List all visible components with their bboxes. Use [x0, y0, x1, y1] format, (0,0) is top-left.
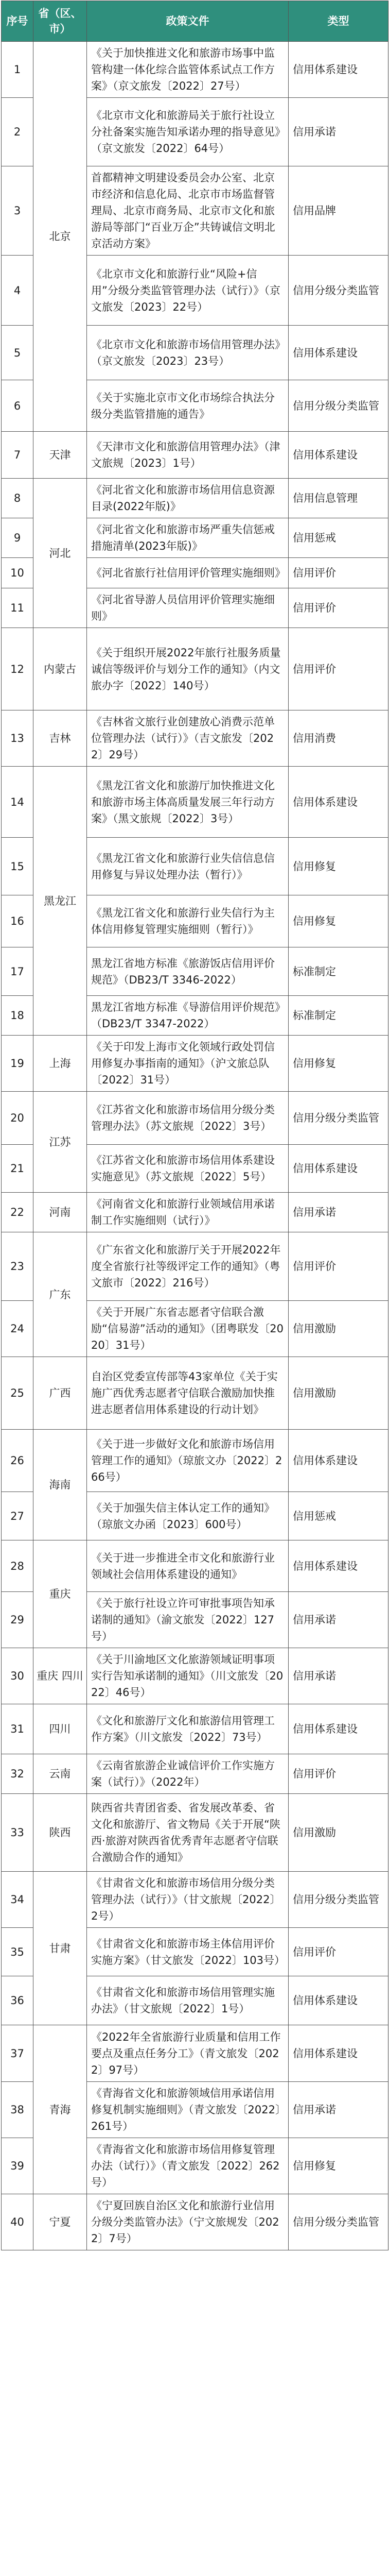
province-cell: 海南: [33, 1430, 87, 1540]
policy-document-cell: 《关于实施北京市文化市场综合执法分级分类监管措施的通告》: [87, 380, 289, 432]
province-cell: 北京: [33, 42, 87, 432]
policy-type-cell: 信用体系建设: [289, 1976, 388, 2025]
province-cell: 陕西: [33, 1794, 87, 1872]
policy-document-cell: 《关于旅行社设立许可审批事项告知承诺制的通知》（渝文旅发〔2022〕127号）: [87, 1592, 289, 1648]
row-number: 31: [2, 1704, 33, 1754]
row-number: 12: [2, 628, 33, 710]
row-number: 30: [2, 1648, 33, 1704]
policy-type-cell: 信用体系建设: [289, 1145, 388, 1193]
row-number: 22: [2, 1193, 33, 1232]
policy-document-cell: 首都精神文明建设委员会办公室、北京市经济和信息化局、北京市市场监督管理局、北京市商务局、北京市文化和旅游局等部门“百业万企”共铸诚信文明北京活动方案》: [87, 166, 289, 256]
row-number: 29: [2, 1592, 33, 1648]
header-policy: 政策文件: [87, 1, 289, 42]
policy-type-cell: 信用评价: [289, 628, 388, 710]
policy-document-cell: 《关于进一步推进全市文化和旅游行业领域社会信用体系建设的通知》: [87, 1540, 289, 1592]
table-header-row: [2, 1, 388, 42]
policy-type-cell: 信用修复: [289, 2138, 388, 2194]
policy-document-cell: 《吉林省文旅行业创建放心消费示范单位管理办法（试行）》（吉文旅发〔2022〕29号）: [87, 710, 289, 767]
row-number: 40: [2, 2194, 33, 2250]
policy-type-cell: 标准制定: [289, 947, 388, 996]
policy-type-cell: 信用承诺: [289, 1193, 388, 1232]
row-number: 18: [2, 996, 33, 1036]
row-number: 37: [2, 2025, 33, 2082]
policy-document-cell: 《文化和旅游厅文化和旅游信用管理工作方案》（川文旅发〔2022〕73号）: [87, 1704, 289, 1754]
row-number: 28: [2, 1540, 33, 1592]
policy-type-cell: 信用分级分类监管: [289, 1872, 388, 1928]
policy-document-cell: 《关于进一步做好文化和旅游市场信用管理工作的通知》（琼旅文办〔2022〕266号）: [87, 1430, 289, 1492]
policy-document-cell: 《黑龙江省文化和旅游行业失信信息信用修复与异议处理办法（暂行）》: [87, 838, 289, 895]
policy-type-cell: 信用激励: [289, 1794, 388, 1872]
province-cell: 青海: [33, 2025, 87, 2194]
table-row: [2, 1872, 388, 1928]
table-row: [2, 1754, 388, 1794]
policy-type-cell: 标准制定: [289, 996, 388, 1036]
row-number: 1: [2, 42, 33, 98]
table-row: [2, 479, 388, 518]
row-number: 20: [2, 1092, 33, 1145]
policy-type-cell: 信用分级分类监管: [289, 380, 388, 432]
row-number: 5: [2, 326, 33, 380]
province-cell: 广东: [33, 1232, 87, 1357]
policy-type-cell: 信用分级分类监管: [289, 256, 388, 326]
policy-type-cell: 信用体系建设: [289, 1430, 388, 1492]
policy-type-cell: 信用体系建设: [289, 1540, 388, 1592]
policy-document-cell: 《河北省导游人员信用评价管理实施细则》: [87, 588, 289, 628]
policy-document-cell: 《江苏省文化和旅游市场信用体系建设实施意见》（苏文旅规〔2022〕5号）: [87, 1145, 289, 1193]
header-type: 类型: [289, 1, 388, 42]
province-cell: 天津: [33, 432, 87, 479]
table-row: [2, 1794, 388, 1872]
province-cell: 广西: [33, 1357, 87, 1430]
policy-document-cell: 《河南省文化和旅游行业领域信用承诺制工作实施细则（试行）》: [87, 1193, 289, 1232]
row-number: 38: [2, 2082, 33, 2138]
policy-document-cell: 自治区党委宣传部等43家单位《关于实施广西优秀志愿者守信联合激励加快推进志愿者信用体系建设的行动计划》: [87, 1357, 289, 1430]
row-number: 7: [2, 432, 33, 479]
row-number: 9: [2, 518, 33, 558]
row-number: 10: [2, 558, 33, 588]
policy-document-cell: 《河北省文化和旅游市场信用信息资源目录(2022年版)》: [87, 479, 289, 518]
row-number: 21: [2, 1145, 33, 1193]
policy-document-cell: 《甘肃省文化和旅游市场信用管理实施办法》（甘文旅规〔2022〕1号）: [87, 1976, 289, 2025]
policy-document-cell: 《青海省文化和旅游领域信用承诺信用修复机制实施细则》（青文旅发〔2022〕261号）: [87, 2082, 289, 2138]
policy-type-cell: 信用承诺: [289, 98, 388, 166]
policy-document-cell: 《河北省旅行社信用评价管理实施细则》: [87, 558, 289, 588]
table-row: [2, 767, 388, 838]
policy-type-cell: 信用惩戒: [289, 1492, 388, 1540]
row-number: 35: [2, 1928, 33, 1976]
policy-document-cell: 《宁夏回族自治区文化和旅游行业信用分级分类监管办法》（宁文旅规发〔2022〕7号）: [87, 2194, 289, 2250]
policy-type-cell: 信用体系建设: [289, 1704, 388, 1754]
header-no: 序号: [2, 1, 33, 42]
policy-type-cell: 信用体系建设: [289, 767, 388, 838]
province-cell: 重庆: [33, 1540, 87, 1648]
policy-type-cell: 信用评价: [289, 588, 388, 628]
province-cell: 宁夏: [33, 2194, 87, 2250]
row-number: 34: [2, 1872, 33, 1928]
row-number: 11: [2, 588, 33, 628]
province-cell: 河南: [33, 1193, 87, 1232]
policy-document-cell: 《北京市文化和旅游市场信用管理办法》（京文旅发〔2023〕23号）: [87, 326, 289, 380]
row-number: 2: [2, 98, 33, 166]
row-number: 14: [2, 767, 33, 838]
province-cell: 江苏: [33, 1092, 87, 1193]
policy-document-cell: 《天津市文化和旅游信用管理办法》（津文旅规〔2023〕1号）: [87, 432, 289, 479]
policy-type-cell: 信用承诺: [289, 1592, 388, 1648]
row-number: 3: [2, 166, 33, 256]
province-cell: 吉林: [33, 710, 87, 767]
policy-document-cell: 《云南省旅游企业诚信评价工作实施方案（试行）》（2022年）: [87, 1754, 289, 1794]
header-province: 省（区、市）: [33, 1, 87, 42]
table-row: [2, 432, 388, 479]
province-cell: 四川: [33, 1704, 87, 1754]
row-number: 39: [2, 2138, 33, 2194]
table-body: [2, 42, 388, 2250]
table-row: [2, 710, 388, 767]
row-number: 16: [2, 895, 33, 947]
province-cell: 上海: [33, 1036, 87, 1092]
policy-document-cell: 《河北省文化和旅游市场严重失信惩戒措施清单(2023年版)》: [87, 518, 289, 558]
policy-type-cell: 信用承诺: [289, 1648, 388, 1704]
row-number: 33: [2, 1794, 33, 1872]
policy-type-cell: 信用体系建设: [289, 326, 388, 380]
table-row: [2, 1430, 388, 1492]
province-cell: 甘肃: [33, 1872, 87, 2025]
policy-document-cell: 《黑龙江省文化和旅游厅加快推进文化和旅游市场主体高质量发展三年行动方案》（黑文旅规〔2022〕3号）: [87, 767, 289, 838]
table-row: [2, 2194, 388, 2250]
policy-document-cell: 黑龙江省地方标准《旅游饭店信用评价规范》（DB23/T 3346-2022）: [87, 947, 289, 996]
row-number: 25: [2, 1357, 33, 1430]
policy-type-cell: 信用评价: [289, 558, 388, 588]
province-cell: 云南: [33, 1754, 87, 1794]
province-cell: 黑龙江: [33, 767, 87, 1036]
table-row: [2, 2025, 388, 2082]
table-row: [2, 628, 388, 710]
policy-type-cell: 信用信息管理: [289, 479, 388, 518]
table-row: [2, 1193, 388, 1232]
table-row: [2, 42, 388, 98]
row-number: 23: [2, 1232, 33, 1301]
policy-document: [0, 1, 389, 2576]
policy-type-cell: 信用激励: [289, 1357, 388, 1430]
policy-document-cell: 陕西省共青团省委、省发展改革委、省文化和旅游厅、省文物局《关于开展“陕西·旅游对陕西省优秀青年志愿者守信联合激励合作的通知》: [87, 1794, 289, 1872]
table-row: [2, 1648, 388, 1704]
policy-document-cell: 《关于开展广东省志愿者守信联合激励“信易游”活动的通知》（团粤联发〔2020〕31号）: [87, 1301, 289, 1357]
row-number: 15: [2, 838, 33, 895]
policy-document-cell: 《关于加强失信主体认定工作的通知》（琼旅文办函〔2023〕600号）: [87, 1492, 289, 1540]
policy-type-cell: 信用分级分类监管: [289, 1092, 388, 1145]
policy-document-cell: 《关于加快推进文化和旅游市场事中监管构建一体化综合监管体系试点工作方案》（京文旅发〔2022〕27号）: [87, 42, 289, 98]
table-row: [2, 1092, 388, 1145]
row-number: 24: [2, 1301, 33, 1357]
table-row: [2, 1704, 388, 1754]
policy-type-cell: 信用修复: [289, 895, 388, 947]
policy-type-cell: 信用评价: [289, 1928, 388, 1976]
row-number: 17: [2, 947, 33, 996]
row-number: 27: [2, 1492, 33, 1540]
policy-type-cell: 信用激励: [289, 1301, 388, 1357]
table-row: [2, 1036, 388, 1092]
row-number: 19: [2, 1036, 33, 1092]
row-number: 32: [2, 1754, 33, 1794]
policy-document-cell: 《青海省文化和旅游市场信用修复管理办法（试行）》（青文旅发〔2022〕262号）: [87, 2138, 289, 2194]
row-number: 6: [2, 380, 33, 432]
policy-type-cell: 信用分级分类监管: [289, 2194, 388, 2250]
table-row: [2, 1357, 388, 1430]
province-cell: 重庆 四川: [33, 1648, 87, 1704]
province-cell: 河北: [33, 479, 87, 628]
policy-document-cell: 《北京市文化和旅游局关于旅行社设立分社备案实施告知承诺办理的指导意见》（京文旅发〔2022〕64号）: [87, 98, 289, 166]
policy-type-cell: 信用惩戒: [289, 518, 388, 558]
province-cell: 内蒙古: [33, 628, 87, 710]
policy-type-cell: 信用评价: [289, 1232, 388, 1301]
policy-type-cell: 信用评价: [289, 1754, 388, 1794]
row-number: 36: [2, 1976, 33, 2025]
policy-document-cell: 《广东省文化和旅游厅关于开展2022年度全省旅行社等级评定工作的通知》（粤文旅市〔2022〕216号）: [87, 1232, 289, 1301]
row-number: 13: [2, 710, 33, 767]
policy-type-cell: 信用体系建设: [289, 2025, 388, 2082]
policy-type-cell: 信用修复: [289, 1036, 388, 1092]
row-number: 4: [2, 256, 33, 326]
policy-document-cell: 《甘肃省文化和旅游市场信用分级分类管理办法（试行）》（甘文旅规〔2022〕2号）: [87, 1872, 289, 1928]
table-row: [2, 1540, 388, 1592]
policy-document-cell: 《甘肃省文化和旅游市场主体信用评价实施方案》（甘文旅发〔2022〕103号）: [87, 1928, 289, 1976]
policy-document-cell: 《北京市文化和旅游行业“风险+信用”分级分类监管管理办法（试行）》（京文旅发〔2023〕22号）: [87, 256, 289, 326]
policy-document-cell: 黑龙江省地方标准《导游信用评价规范》（DB23/T 3347-2022）: [87, 996, 289, 1036]
policy-document-cell: 《关于川渝地区文化旅游领域证明事项实行告知承诺制的通知》（川文旅发〔2022〕46号）: [87, 1648, 289, 1704]
policy-document-cell: 《关于印发上海市文化领域行政处罚信用修复办事指南的通知》（沪文旅总队〔2022〕31号）: [87, 1036, 289, 1092]
policy-document-cell: 《黑龙江省文化和旅游行业失信行为主体信用修复管理实施细则（暂行）》: [87, 895, 289, 947]
policy-document-cell: 《江苏省文化和旅游市场信用分级分类管理办法》（苏文旅规〔2022〕3号）: [87, 1092, 289, 1145]
policy-table: [1, 1, 388, 2250]
policy-document-cell: 《2022年全省旅游行业质量和信用工作要点及重点任务分工》（青文旅发〔2022〕97号）: [87, 2025, 289, 2082]
row-number: 8: [2, 479, 33, 518]
policy-type-cell: 信用体系建设: [289, 42, 388, 98]
policy-type-cell: 信用承诺: [289, 2082, 388, 2138]
policy-document-cell: 《关于组织开展2022年旅行社服务质量诚信等级评价与划分工作的通知》（内文旅办字〔2022〕140号）: [87, 628, 289, 710]
policy-type-cell: 信用消费: [289, 710, 388, 767]
policy-type-cell: 信用修复: [289, 838, 388, 895]
table-row: [2, 1232, 388, 1301]
policy-type-cell: 信用体系建设: [289, 432, 388, 479]
policy-type-cell: 信用品牌: [289, 166, 388, 256]
row-number: 26: [2, 1430, 33, 1492]
